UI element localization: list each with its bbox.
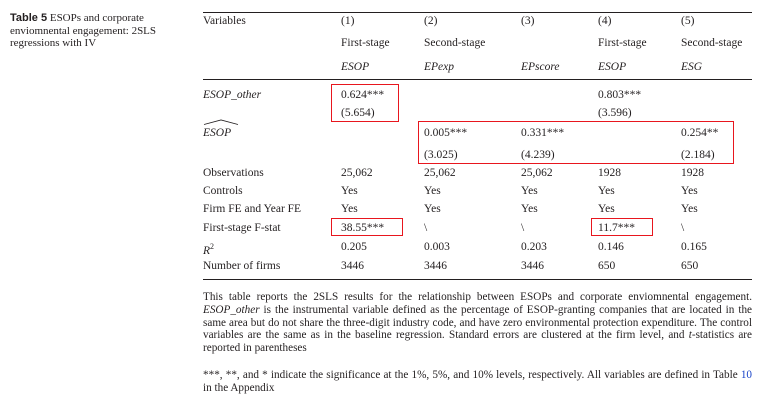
tstat-cell: (3.596) [598,107,632,119]
stat-cell: 0.003 [424,241,450,253]
notes-text: in the Appendix [203,381,275,394]
table-reference-link[interactable]: 10 [740,369,752,381]
col-dependent-var: ESOP [341,61,370,73]
table-title: ESOPs and corporate enviomnental engagement: 2SLS regressions with IV [10,12,157,49]
r-symbol: R [203,244,211,257]
stat-cell: 3446 [341,260,364,272]
tstat-cell: (5.654) [341,107,375,119]
notes-paragraph [203,369,752,395]
highlight-box-esop-fitted [418,121,734,164]
coef-cell: 0.803*** [598,89,642,101]
stat-cell: 1928 [598,167,621,179]
notes-text: This table reports the 2SLS results for the relationship between ESOPs and corporate enviomnental engagement. [203,291,752,303]
row-label [203,240,214,258]
stat-cell: 0.203 [521,241,547,253]
esop-hat-label [203,126,231,140]
highlight-box-esop-other-col1 [331,84,399,122]
stat-cell: 25,062 [341,167,373,179]
tstat-cell: (4.239) [521,149,555,161]
table-label: Table 5 [10,12,48,24]
notes-text: is the instrumental variable defined as the percentage of ESOP-granting companies that are located in the same area but do not share the three-digit industry code, and have zero environmental protection expenditure. The control variables are the same as in the baseline regression. Standard errors are clustered at the firm level, and [203,303,752,342]
tstat-cell: (3.025) [424,149,458,161]
col-dependent-var: ESOP [598,61,627,73]
col-number: (3) [521,15,535,27]
hat-accent [203,119,239,125]
highlight-box-fstat-col4 [591,218,653,236]
header-rule [203,79,752,80]
top-rule [203,12,752,13]
col-number: (4) [598,15,612,27]
stat-cell: Yes [681,203,698,215]
row-label [203,126,231,140]
stat-cell: Yes [341,203,358,215]
coef-cell: 0.005*** [424,127,468,139]
notes-text: -statistics are reported in parentheses [203,329,752,355]
coef-cell: 0.331*** [521,127,565,139]
col-dependent-var: EPscore [521,61,560,73]
tstat-cell: (2.184) [681,149,715,161]
stat-cell: 0.205 [341,241,367,253]
stat-cell: 650 [598,260,616,272]
bottom-rule [203,279,752,280]
row-label: Controls [203,185,243,197]
col-number: (2) [424,15,438,27]
row-label: First-stage F-stat [203,222,281,234]
col-stage: Second-stage [424,37,486,49]
col-dependent-var: EPexp [424,61,455,73]
row-label: ESOP_other [203,89,262,101]
col-stage: First-stage [598,37,647,49]
stat-cell: 650 [681,260,699,272]
table-caption [10,12,178,50]
coef-cell: 0.254** [681,127,719,139]
col-stage: First-stage [341,37,390,49]
stat-cell: Yes [598,203,615,215]
stat-cell: Yes [681,185,698,197]
stat-cell: 11.7*** [598,222,635,234]
stat-cell: \ [681,222,685,234]
stat-cell: 0.146 [598,241,624,253]
stat-cell: 3446 [521,260,544,272]
notes-variable: ESOP_other [203,303,260,316]
row-label: Number of firms [203,260,281,272]
significance-note [203,369,752,395]
stat-cell: Yes [424,185,441,197]
col-dependent-var: ESG [681,61,703,73]
stat-cell: Yes [521,203,538,215]
row-label: Observations [203,167,264,179]
coef-cell: 0.624*** [341,89,385,101]
table-notes [203,291,752,355]
notes-paragraph [203,291,752,355]
stat-cell: 1928 [681,167,704,179]
stat-cell: Yes [598,185,615,197]
esop-hat-text: ESOP [203,127,232,139]
stat-cell: 25,062 [424,167,456,179]
notes-t-symbol: t [688,329,692,342]
row-label: Firm FE and Year FE [203,203,302,215]
stat-cell: Yes [424,203,441,215]
stat-cell: \ [521,222,525,234]
stat-cell: Yes [341,185,358,197]
col-number: (5) [681,15,695,27]
stat-cell: 0.165 [681,241,707,253]
stat-cell: 3446 [424,260,447,272]
stat-cell: 38.55*** [341,222,385,234]
col-stage: Second-stage [681,37,743,49]
stat-cell: 25,062 [521,167,553,179]
r-superscript: 2 [210,242,215,251]
highlight-box-fstat-col1 [331,218,403,236]
stat-cell: Yes [521,185,538,197]
header-variables: Variables [203,15,246,27]
notes-text: ***, **, and * indicate the significance at the 1%, 5%, and 10% levels, respectively. All variables are defined in Table [203,369,741,381]
col-number: (1) [341,15,355,27]
stat-cell: \ [424,222,428,234]
